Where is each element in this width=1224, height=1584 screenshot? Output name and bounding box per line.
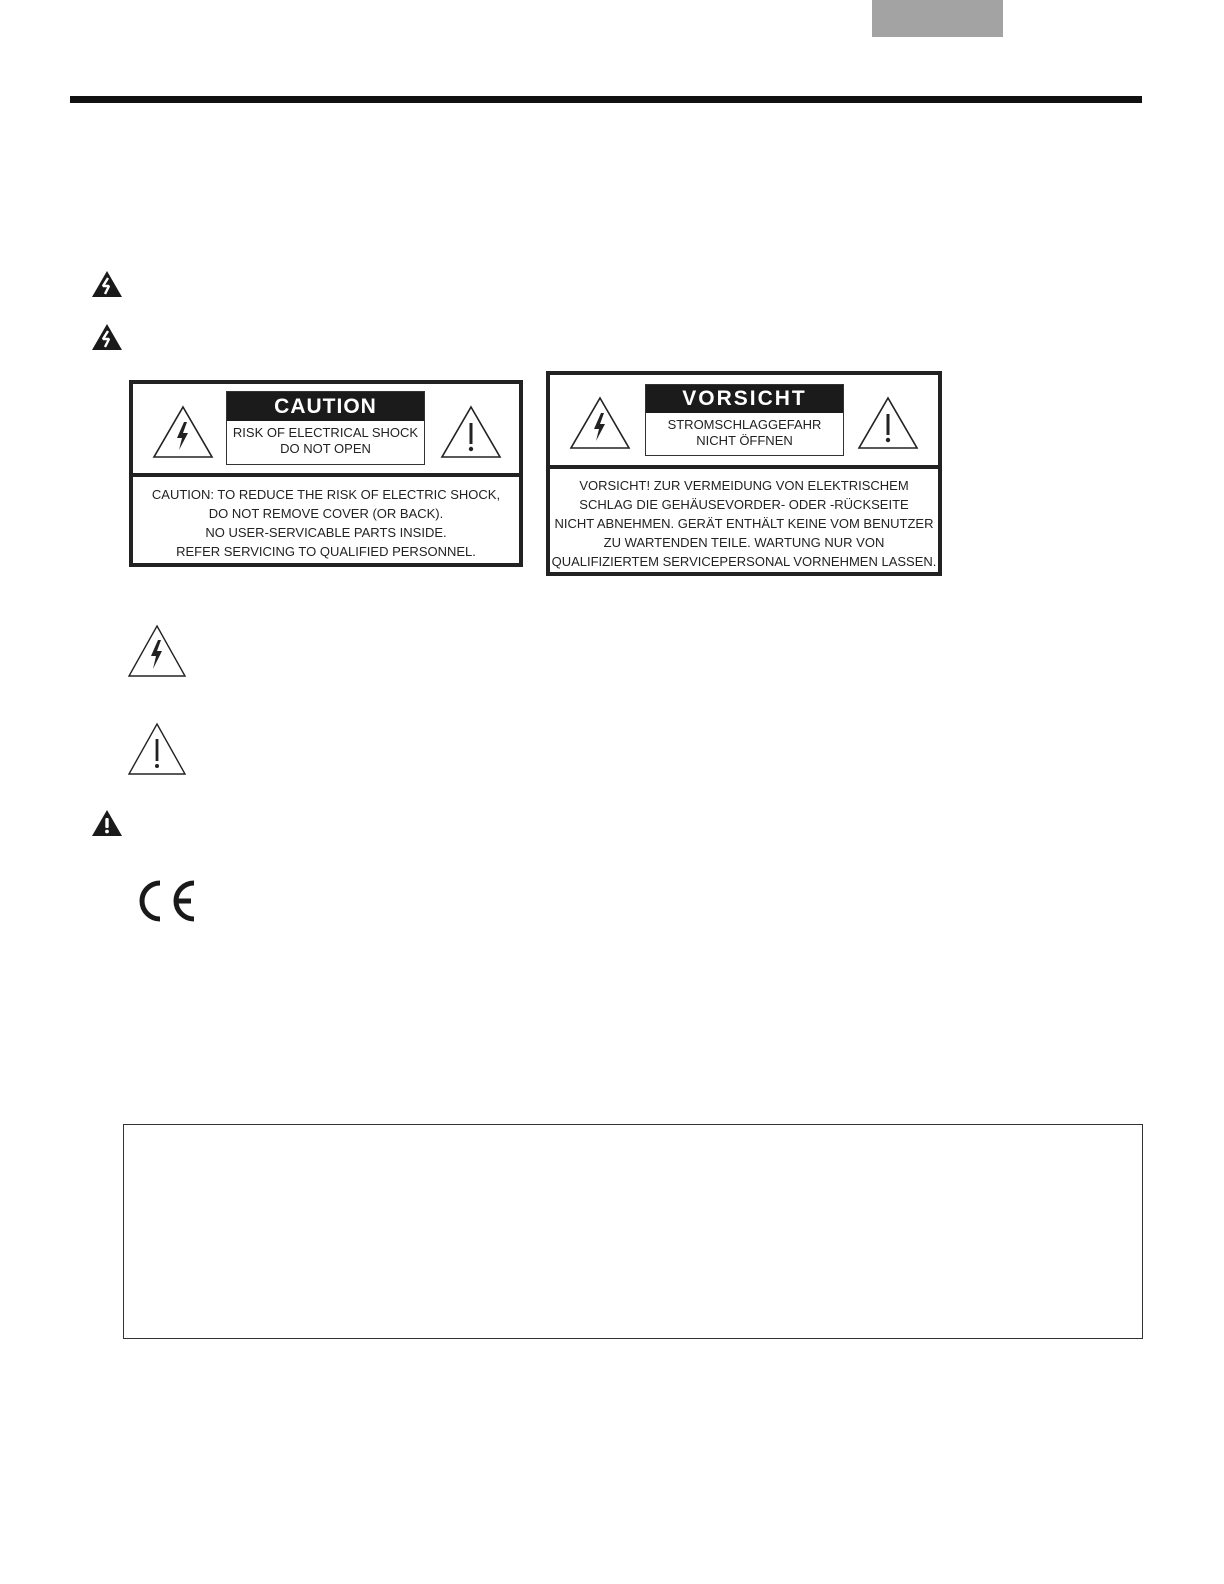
caution-body-line: DO NOT REMOVE COVER (OR BACK). <box>208 506 444 521</box>
shock-warning-icon <box>91 323 123 351</box>
page-tab-marker <box>872 0 1003 37</box>
vorsicht-body-line: VORSICHT! ZUR VERMEIDUNG VON ELEKTRISCHEM <box>579 478 909 493</box>
header-rule <box>70 96 1142 103</box>
vorsicht-body-line: SCHLAG DIE GEHÄUSEVORDER- ODER -RÜCKSEITE <box>579 497 909 512</box>
vorsicht-subtitle <box>646 413 843 449</box>
vorsicht-label-header <box>550 375 938 469</box>
caution-label-german <box>546 371 942 576</box>
shock-warning-icon <box>91 270 123 298</box>
vorsicht-subtitle-line: NICHT ÖFFNEN <box>696 433 793 448</box>
exclamation-warning-icon <box>91 809 123 837</box>
caution-body-line: CAUTION: TO REDUCE THE RISK OF ELECTRIC SHOCK, <box>151 487 501 502</box>
lightning-triangle-icon <box>151 404 215 460</box>
vorsicht-subtitle-line: STROMSCHLAGGEFAHR <box>667 417 822 432</box>
caution-subtitle-line: DO NOT OPEN <box>280 441 371 456</box>
caution-subtitle-line: RISK OF ELECTRICAL SHOCK <box>232 425 419 440</box>
vorsicht-body-line: ZU WARTENDEN TEILE. WARTUNG NUR VON <box>603 535 885 550</box>
caution-label-english <box>129 380 523 567</box>
vorsicht-title-box <box>645 384 844 456</box>
vorsicht-title: VORSICHT <box>646 385 843 413</box>
vorsicht-body-line: NICHT ABNEHMEN. GERÄT ENTHÄLT KEINE VOM BENUTZER <box>554 516 934 531</box>
vorsicht-body-text <box>550 473 938 572</box>
vorsicht-body-line: QUALIFIZIERTEM SERVICEPERSONAL VORNEHMEN LASSEN. <box>551 554 937 569</box>
exclamation-triangle-icon <box>439 404 503 460</box>
note-box <box>123 1124 1143 1339</box>
caution-subtitle <box>227 421 424 457</box>
caution-body-text <box>133 481 519 563</box>
caution-body-line: REFER SERVICING TO QUALIFIED PERSONNEL. <box>176 544 476 559</box>
ce-mark-icon <box>134 878 198 924</box>
exclamation-triangle-icon <box>856 395 920 451</box>
caution-title: CAUTION <box>227 392 424 421</box>
caution-body-line: NO USER-SERVICABLE PARTS INSIDE. <box>205 525 447 540</box>
exclamation-triangle-icon <box>127 722 187 776</box>
lightning-triangle-icon <box>568 395 632 451</box>
caution-title-box <box>226 391 425 465</box>
lightning-triangle-icon <box>127 624 187 678</box>
caution-label-header <box>133 384 519 477</box>
